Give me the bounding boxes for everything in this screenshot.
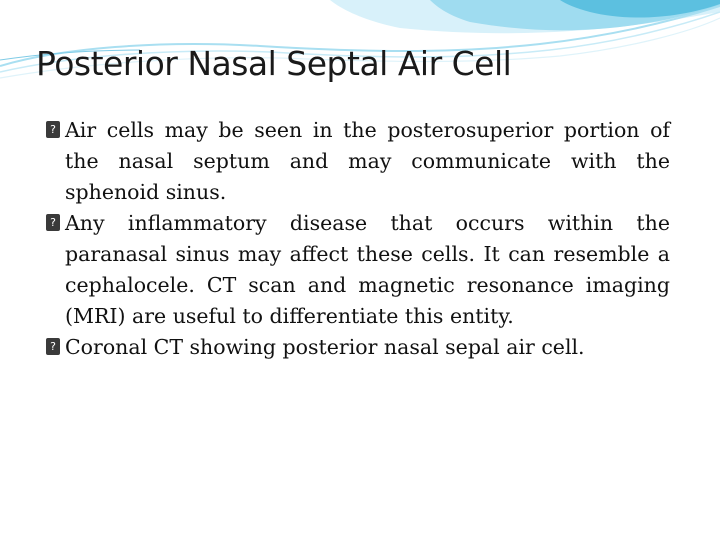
bullet-item — [46, 208, 670, 332]
bullet-item — [46, 332, 670, 363]
bullet-item — [46, 115, 670, 208]
bullet-list — [46, 115, 670, 363]
bullet-text: Air cells may be seen in the posterosuperior portion of the nasal septum and may communicate with the sphenoid sinus. — [65, 118, 670, 204]
bullet-glyph-icon: ? — [46, 214, 60, 231]
slide-title: Posterior Nasal Septal Air Cell — [36, 44, 512, 83]
bullet-glyph-icon: ? — [46, 121, 60, 138]
bullet-text: Any inflammatory disease that occurs within the paranasal sinus may affect these cells. It can resemble a cephalocele. CT scan and magnetic resonance imaging (MRI) are useful to differentiate this entity. — [65, 211, 670, 328]
bullet-glyph-icon: ? — [46, 338, 60, 355]
bullet-text: Coronal CT showing posterior nasal sepal air cell. — [65, 335, 585, 359]
